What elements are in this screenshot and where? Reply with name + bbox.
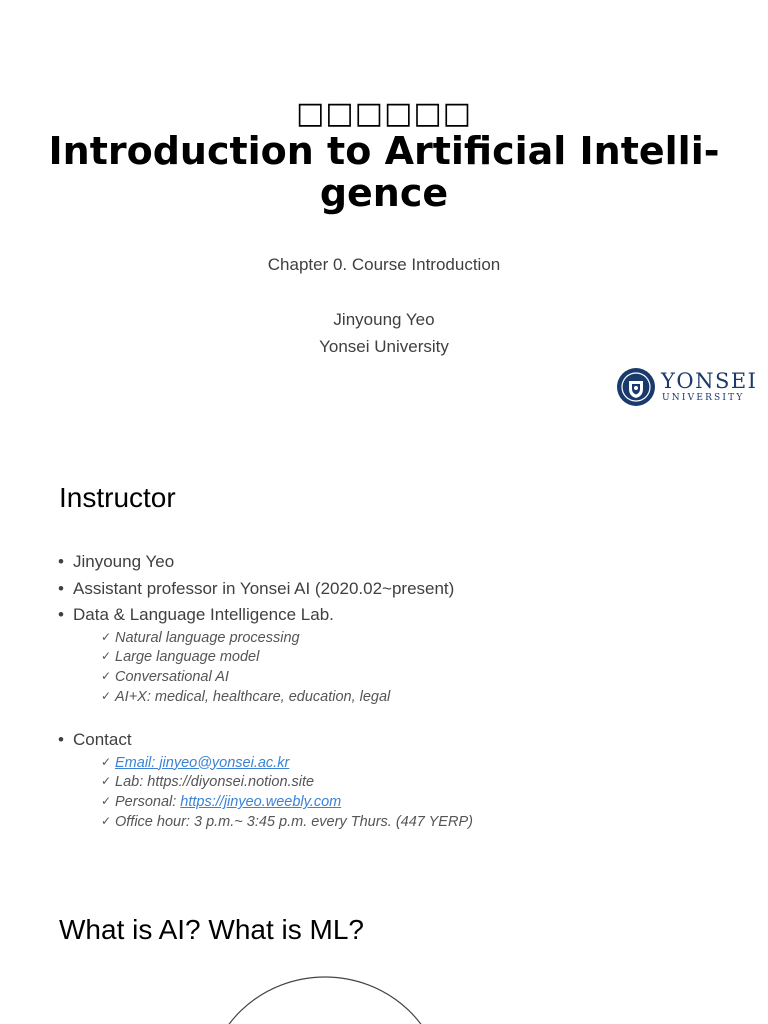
yonsei-logo xyxy=(616,366,758,408)
author-affiliation: Yonsei University xyxy=(319,337,449,356)
list-item xyxy=(101,793,473,813)
instructor-heading: Instructor xyxy=(59,482,176,513)
venn-circle-shape xyxy=(150,960,510,1024)
author-name: Jinyoung Yeo xyxy=(333,310,435,329)
yonsei-emblem-icon xyxy=(616,367,656,407)
personal-label: Personal: xyxy=(115,794,181,811)
course-title-line2: gence xyxy=(319,171,449,215)
email-link[interactable]: Email: jinyeo@yonsei.ac.kr xyxy=(115,754,290,771)
list-item: ✓ Conversational AI xyxy=(101,668,454,688)
list-item: • Jinyoung Yeo xyxy=(58,549,454,576)
contact-label: Contact xyxy=(73,730,132,749)
list-item xyxy=(58,727,473,833)
list-item: ✓ Large language model xyxy=(101,648,454,668)
list-item xyxy=(101,754,473,774)
instructor-slide xyxy=(0,440,768,880)
logo-wordmark: YONSEI xyxy=(661,369,758,393)
venn-diagram xyxy=(150,960,510,1024)
contact-details xyxy=(73,754,473,833)
list-item: • Assistant professor in Yonsei AI (2020.02~present) xyxy=(58,576,454,603)
contact-bullets xyxy=(58,727,473,833)
list-item: ✓ Office hour: 3 p.m.~ 3:45 p.m. every Thurs. (447 YERP) xyxy=(101,813,473,833)
list-item xyxy=(58,602,454,708)
korean-title: □□□□□□ xyxy=(295,96,473,131)
lab-name: Data & Language Intelligence Lab. xyxy=(73,605,334,624)
personal-site-link[interactable]: https://jinyeo.weebly.com xyxy=(180,794,342,811)
list-item: ✓ AI+X: medical, healthcare, education, legal xyxy=(101,688,454,708)
logo-subtext: UNIVERSITY xyxy=(662,393,745,403)
list-item: ✓ Natural language processing xyxy=(101,629,454,649)
chapter-subtitle: Chapter 0. Course Introduction xyxy=(267,255,501,274)
ai-ml-slide xyxy=(0,880,768,1024)
instructor-bullets xyxy=(58,549,454,708)
course-title-line1: Introduction to Artificial Intelli- xyxy=(48,129,720,173)
ai-ml-heading: What is AI? What is ML? xyxy=(59,914,364,945)
course-title xyxy=(34,130,734,214)
lab-topics xyxy=(73,629,454,708)
list-item: ✓ Lab: https://diyonsei.notion.site xyxy=(101,773,473,793)
title-slide xyxy=(0,0,768,440)
